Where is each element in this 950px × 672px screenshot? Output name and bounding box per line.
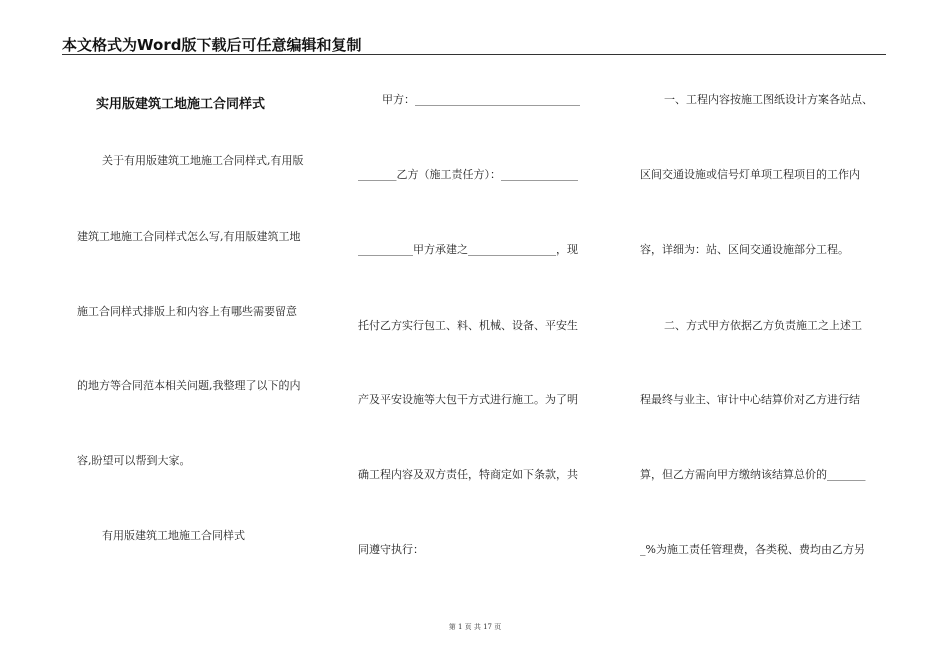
col1-line-2: 建筑工地施工合同样式怎么写,有用版建筑工地 [77,230,301,243]
col3-line-7: _%为施工责任管理费，各类税、费均由乙方另 [640,543,865,556]
document-header: 本文格式为Word版下载后可任意编辑和复制 [62,36,362,54]
header-divider [62,54,886,55]
col2-line-7: 同遵守执行： [358,543,424,556]
col1-line-4: 的地方等合同范本相关问题,我整理了以下的内 [77,379,301,392]
col1-line-1: 关于有用版建筑工地施工合同样式,有用版 [102,154,304,167]
col3-line-2: 区间交通设施或信号灯单项工程项目的工作内 [640,168,860,181]
col2-line-1: 甲方：______________________________ [382,93,580,106]
col2-line-6: 确工程内容及双方责任，特商定如下条款，共 [358,468,578,481]
col1-line-3: 施工合同样式排版上和内容上有哪些需要留意 [77,305,297,318]
page-number: 第 1 页 共 17 页 [448,623,502,631]
col2-line-2: _______乙方（施工责任方）：______________ [358,168,578,181]
col1-line-6: 有用版建筑工地施工合同样式 [102,529,245,542]
col2-line-3: __________甲方承建之________________，现 [358,243,578,256]
col2-line-4: 托付乙方实行包工、料、机械、设备、平安生 [358,319,578,332]
col3-line-4: 二、方式甲方依据乙方负责施工之上述工 [664,319,862,332]
col3-line-1: 一、工程内容按施工图纸设计方案各站点、 [664,93,873,106]
document-title: 实用版建筑工地施工合同样式 [96,97,266,112]
col3-line-5: 程最终与业主、审计中心结算价对乙方进行结 [640,393,860,406]
col3-line-6: 算，但乙方需向甲方缴纳该结算总价的_______ [640,468,866,481]
col1-line-5: 容,盼望可以帮到大家。 [77,454,191,467]
col2-line-5: 产及平安设施等大包干方式进行施工。为了明 [358,393,578,406]
col3-line-3: 容，详细为：站、区间交通设施部分工程。 [640,243,849,256]
